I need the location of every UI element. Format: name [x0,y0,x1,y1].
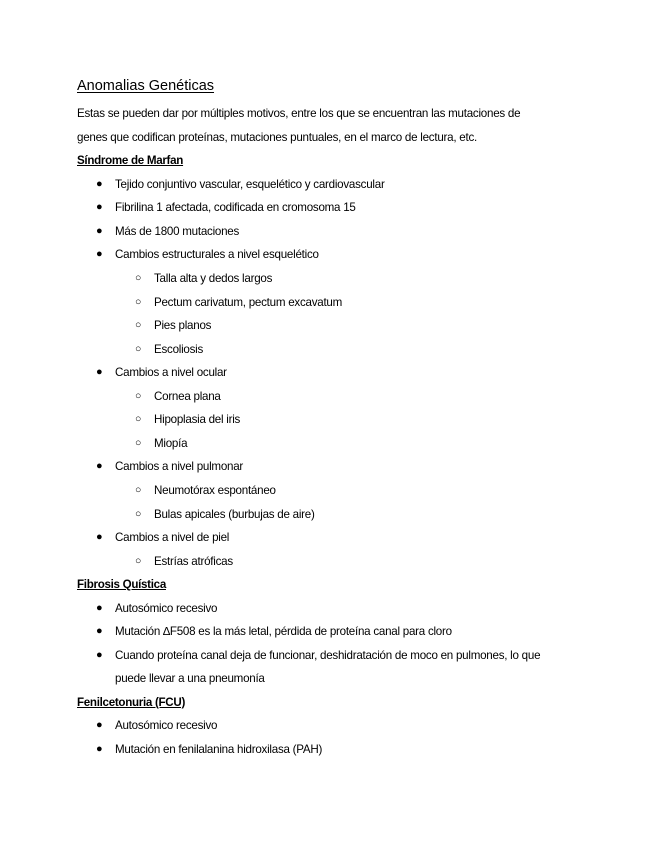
bullet-icon: ● [96,460,103,472]
bullet-icon: ● [96,248,103,260]
intro-line-2: genes que codifican proteínas, mutaciones puntuales, en el marco de lectura, etc. [77,131,477,144]
bullet-icon: ● [96,719,103,731]
bullet-icon: ● [96,649,103,661]
list-item-text: Autosómico recesivo [115,719,218,732]
list-item-text: Tejido conjuntivo vascular, esquelético y cardiovascular [115,178,385,191]
bullet-icon: ● [96,201,103,213]
list-item-text: Fibrilina 1 afectada, codificada en cromosoma 15 [115,201,356,214]
hollow-bullet-icon: ○ [135,390,142,402]
list-item-text: Mutación en fenilalanina hidroxilasa (PAH) [115,743,323,756]
sub-list-item-text: Bulas apicales (burbujas de aire) [154,508,315,521]
bullet-icon: ● [96,743,103,755]
hollow-bullet-icon: ○ [135,437,142,449]
hollow-bullet-icon: ○ [135,296,142,308]
intro-line-1: Estas se pueden dar por múltiples motivos, entre los que se encuentran las mutaciones de [77,107,521,120]
hollow-bullet-icon: ○ [135,413,142,425]
bullet-icon: ● [96,625,103,637]
hollow-bullet-icon: ○ [135,343,142,355]
list-item-text: Cambios estructurales a nivel esquelético [115,248,319,261]
bullet-icon: ● [96,531,103,543]
bullet-icon: ● [96,225,103,237]
sub-list-item-text: Neumotórax espontáneo [154,484,276,497]
list-item-continuation: puede llevar a una pneumonía [115,672,265,685]
list-item-text: Cambios a nivel ocular [115,366,227,379]
list-item-text: Mutación ∆F508 es la más letal, pérdida de proteína canal para cloro [115,625,452,638]
bullet-icon: ● [96,178,103,190]
hollow-bullet-icon: ○ [135,272,142,284]
section-heading-marfan: Síndrome de Marfan [77,154,184,167]
hollow-bullet-icon: ○ [135,508,142,520]
section-heading-fibrosis: Fibrosis Quística [77,578,166,591]
sub-list-item-text: Pies planos [154,319,212,332]
list-item-text: Autosómico recesivo [115,602,218,615]
hollow-bullet-icon: ○ [135,555,142,567]
list-item-text: Cuando proteína canal deja de funcionar, deshidratación de moco en pulmones, lo que [115,649,541,662]
hollow-bullet-icon: ○ [135,319,142,331]
bullet-icon: ● [96,366,103,378]
hollow-bullet-icon: ○ [135,484,142,496]
sub-list-item-text: Pectum carivatum, pectum excavatum [154,296,343,309]
sub-list-item-text: Hipoplasia del iris [154,413,241,426]
bullet-icon: ● [96,602,103,614]
sub-list-item-text: Miopía [154,437,188,450]
sub-list-item-text: Talla alta y dedos largos [154,272,273,285]
list-item-text: Cambios a nivel de piel [115,531,230,544]
document-title: Anomalias Genéticas [77,78,215,94]
section-heading-fenilcetonuria: Fenilcetonuria (FCU) [77,696,186,709]
sub-list-item-text: Escoliosis [154,343,204,356]
sub-list-item-text: Estrías atróficas [154,555,233,568]
list-item-text: Más de 1800 mutaciones [115,225,240,238]
list-item-text: Cambios a nivel pulmonar [115,460,244,473]
sub-list-item-text: Cornea plana [154,390,221,403]
